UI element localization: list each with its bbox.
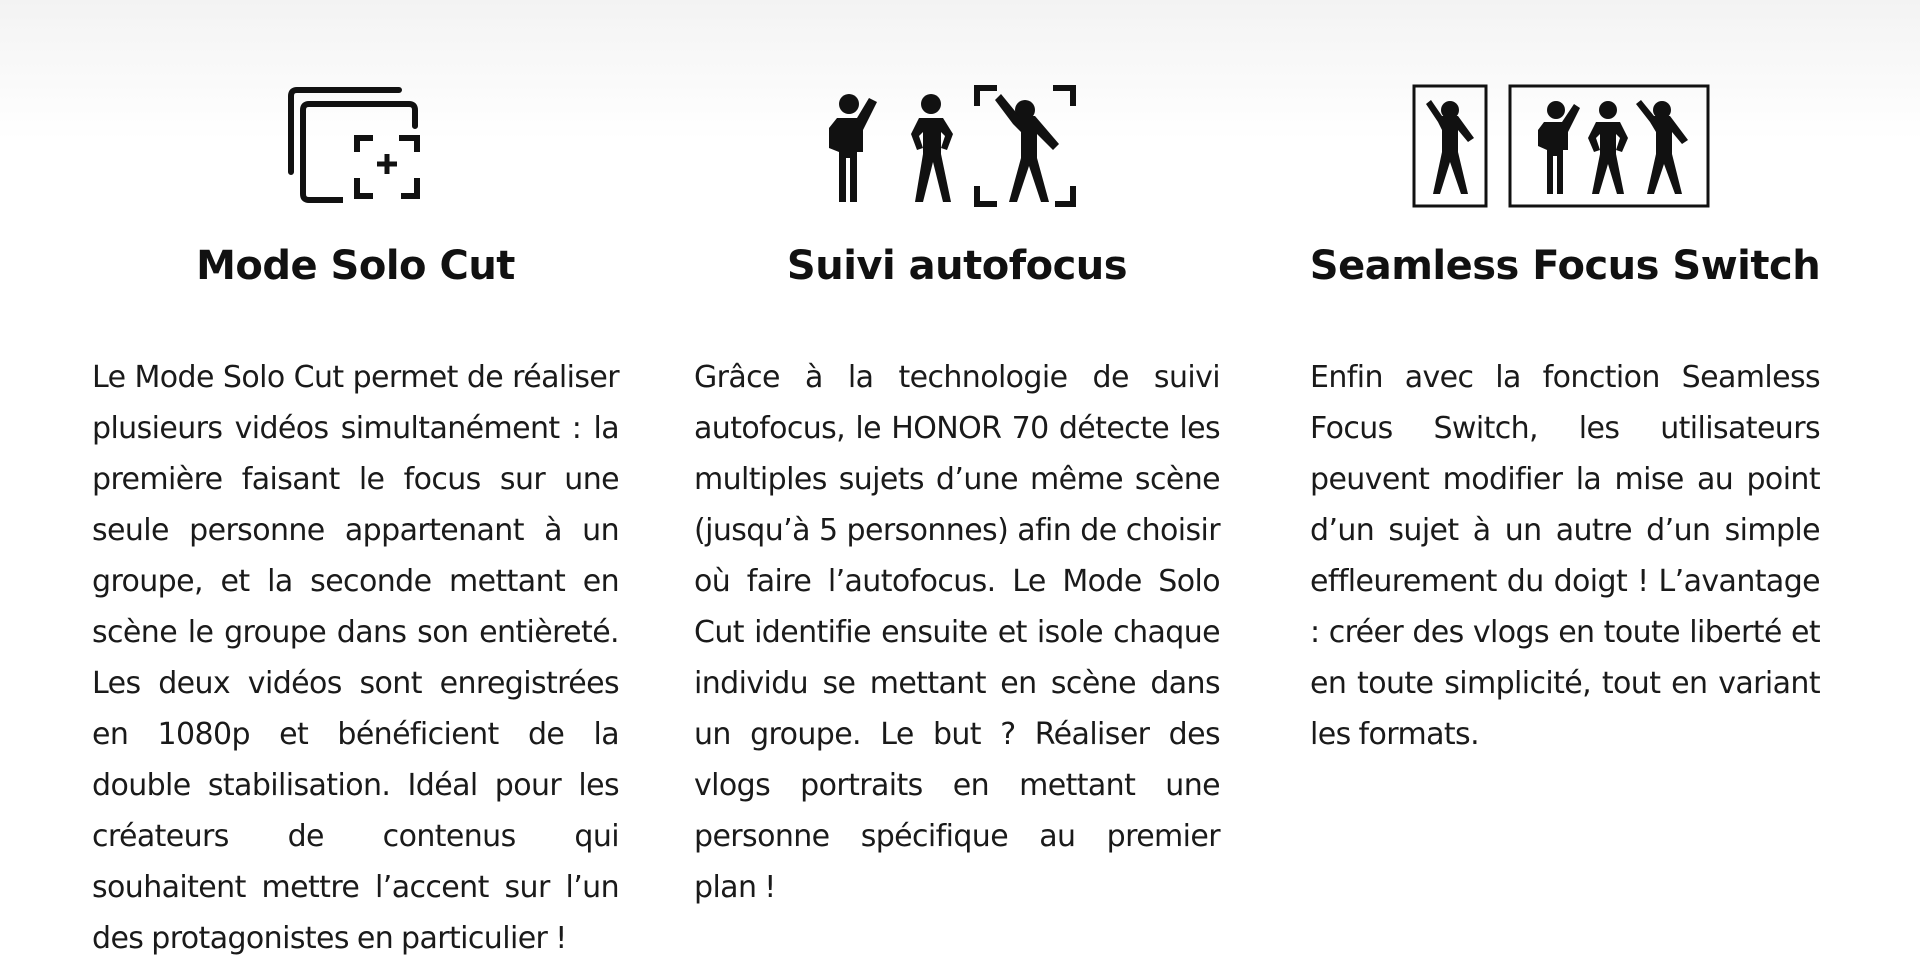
- focus-switch-icon: [1310, 82, 1820, 212]
- feature-title: Mode Solo Cut: [196, 243, 515, 289]
- feature-description: Grâce à la technologie de suivi autofocus, le HONOR 70 détecte les multiples sujets d’une même scène (jusqu’à 5 personnes) afin de choisir où faire l’autofocus. Le Mode Solo Cut identifie ensuite et isole chaque individu se mettant en scène dans un groupe. Le but ? Réaliser des vlogs portraits en mettant une personne spécifique au premier plan !: [694, 360, 1220, 905]
- solo-cut-frames-icon: [92, 82, 619, 212]
- feature-description: Le Mode Solo Cut permet de réaliser plusieurs vidéos simultanément : la première faisant le focus sur une seule personne appartenant à un groupe, et la seconde mettant en scène le groupe dans son entièreté. Les deux vidéos sont enregistrées en 1080p et bénéficient de la double stabilisation. Idéal pour les créateurs de contenus qui souhaitent mettre l’accent sur l’un des protagonistes en particulier !: [92, 360, 619, 956]
- feature-description: Enfin avec la fonction Seamless Focus Switch, les utilisateurs peuvent modifier la mise au point d’un sujet à un autre d’un simple effleurement du doigt ! L’avantage : créer des vlogs en toute liberté et en toute simplicité, tout en variant les formats.: [1310, 360, 1820, 752]
- autofocus-tracking-icon: [694, 82, 1220, 212]
- feature-title: Seamless Focus Switch: [1309, 243, 1821, 289]
- feature-focus-switch: [1310, 0, 1820, 972]
- feature-title: Suivi autofocus: [786, 243, 1128, 289]
- feature-autofocus: [694, 0, 1220, 972]
- feature-solo-cut: [92, 0, 619, 972]
